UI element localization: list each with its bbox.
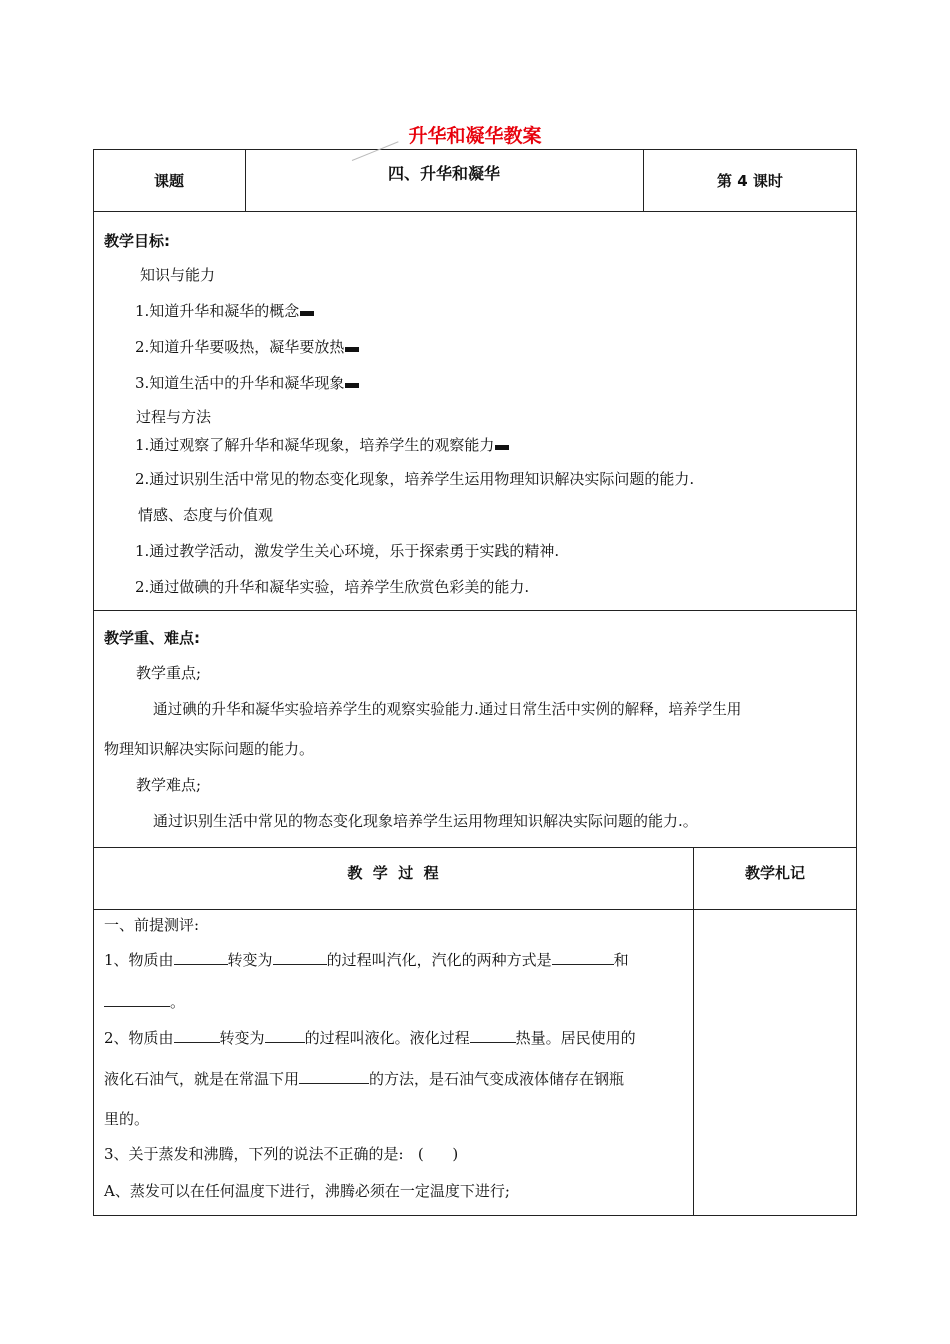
process-item: 1.通过观察了解升华和凝华现象，培养学生的观察能力 <box>135 434 509 455</box>
key-text: 通过碘的升华和凝华实验培养学生的观察实验能力.通过日常生活中实例的解释，培养学生用 <box>153 701 742 718</box>
question-3-option-a: A、蒸发可以在任何温度下进行，沸腾必须在一定温度下进行; <box>104 1182 510 1200</box>
mark-glyph <box>345 347 359 352</box>
answer-blank[interactable] <box>299 1082 369 1084</box>
mark-glyph <box>345 383 359 388</box>
knowledge-item: 1.知道升华和凝华的概念 <box>135 300 314 321</box>
mark-glyph <box>495 445 509 450</box>
question-3: 3、关于蒸发和沸腾，下列的说法不正确的是: ( ) <box>104 1145 459 1163</box>
key-label: 教学重点; <box>136 664 202 682</box>
objectives-heading: 教学目标: <box>104 232 170 250</box>
question-2-continued: 液化石油气，就是在常温下用 的方法，是石油气变成液体储存在钢瓶 <box>104 1070 625 1088</box>
question-2: 2、物质由 转变为 的过程叫液化。液化过程 热量。居民使用的 <box>104 1029 636 1047</box>
document-title: 升华和凝华教案 <box>408 125 542 147</box>
difficult-label: 教学难点; <box>136 776 202 794</box>
knowledge-heading: 知识与能力 <box>140 266 216 284</box>
question-2-end: 里的。 <box>104 1110 150 1128</box>
mark-glyph <box>300 311 314 316</box>
emotion-item: 1.通过教学活动，激发学生关心环境，乐于探索勇于实践的精神. <box>135 542 560 560</box>
key-text-continued: 物理知识解决实际问题的能力。 <box>104 740 315 758</box>
question-1: 1、物质由 转变为 的过程叫汽化，汽化的两种方式是 和 <box>104 951 629 969</box>
period-label: 第 4 课时 <box>717 172 783 190</box>
topic-label: 课题 <box>153 172 184 190</box>
emotion-heading: 情感、态度与价值观 <box>138 506 274 524</box>
knowledge-item: 2.知道升华要吸热，凝华要放热 <box>135 336 359 357</box>
notes-heading: 教学札记 <box>744 863 805 882</box>
process-heading: 教 学 过 程 <box>347 863 439 882</box>
answer-blank[interactable] <box>174 1041 220 1043</box>
question-1-continued: 。 <box>104 991 185 1012</box>
answer-blank[interactable] <box>273 963 327 965</box>
knowledge-item: 3.知道生活中的升华和凝华现象 <box>135 372 359 393</box>
emotion-item: 2.通过做碘的升华和凝华实验，培养学生欣赏色彩美的能力. <box>135 578 530 596</box>
process-item: 2.通过识别生活中常见的物态变化现象，培养学生运用物理知识解决实际问题的能力. <box>135 470 695 488</box>
answer-blank[interactable] <box>174 963 228 965</box>
pre-test-heading: 一、前提测评: <box>104 916 200 934</box>
key-points-heading: 教学重、难点: <box>104 629 200 647</box>
answer-blank[interactable] <box>265 1041 305 1043</box>
process-heading: 过程与方法 <box>136 408 212 426</box>
difficult-text: 通过识别生活中常见的物态变化现象培养学生运用物理知识解决实际问题的能力.。 <box>153 812 698 830</box>
answer-blank[interactable] <box>104 1005 170 1007</box>
answer-blank[interactable] <box>470 1041 516 1043</box>
topic-value: 四、升华和凝华 <box>387 163 500 183</box>
answer-blank[interactable] <box>552 963 614 965</box>
